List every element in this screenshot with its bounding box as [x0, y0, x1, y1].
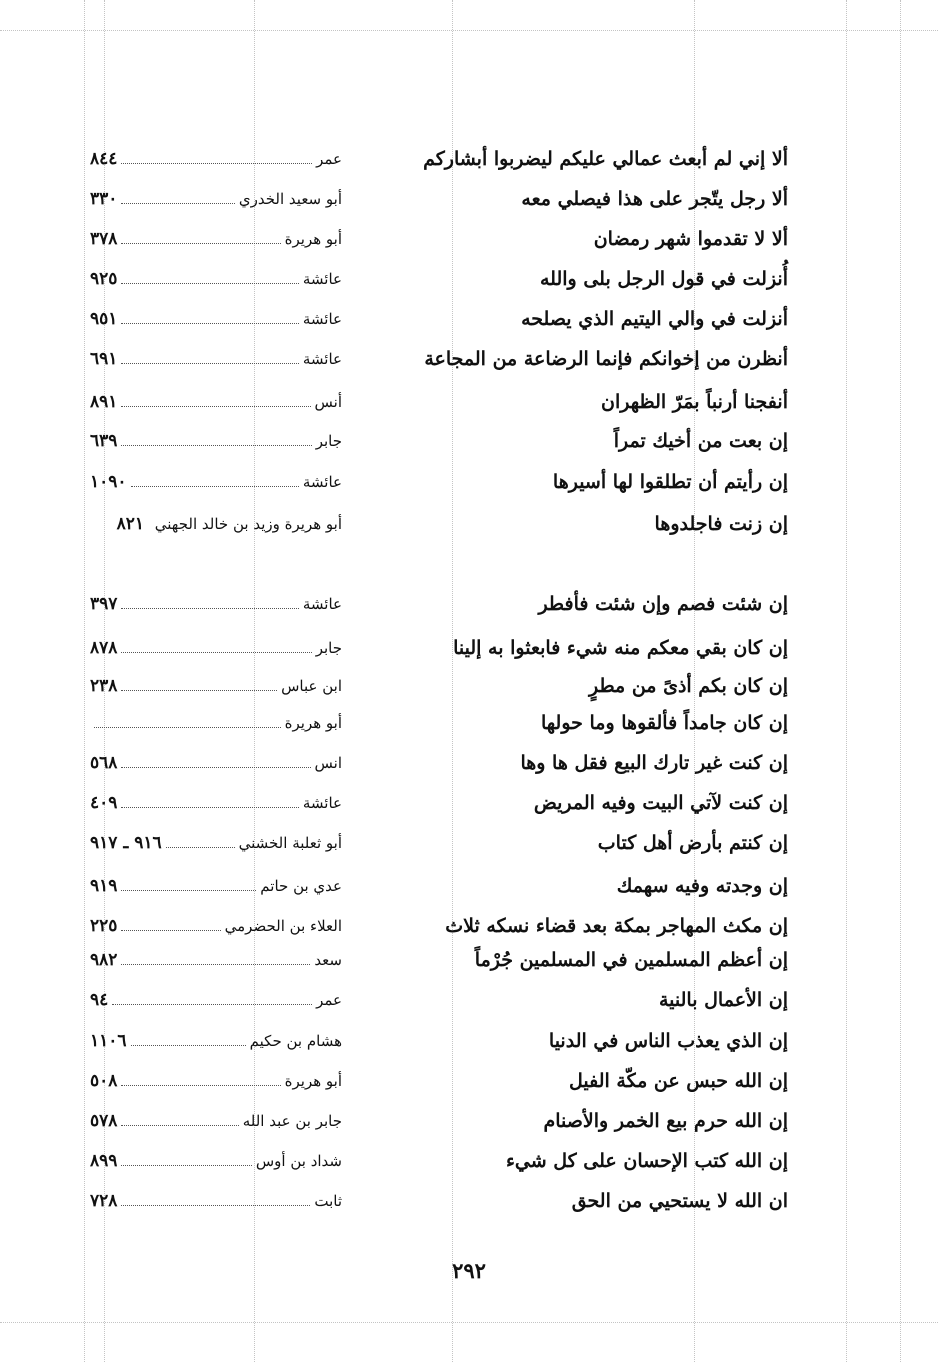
index-entry	[0, 221, 938, 257]
dot-leader	[166, 847, 235, 848]
index-entry	[0, 1143, 938, 1179]
index-entry	[0, 301, 938, 337]
narrator-ref	[90, 307, 342, 331]
narrator: عائشة	[302, 310, 342, 328]
narrator-ref	[90, 592, 342, 616]
page-ref: ٩٤	[90, 990, 109, 1010]
dot-leader	[121, 406, 310, 407]
dot-leader	[121, 323, 298, 324]
narrator-ref	[90, 390, 342, 414]
narrator: سعد	[314, 951, 342, 969]
dot-leader	[121, 1205, 310, 1206]
hadith-text: إن زنت فاجلدوها	[654, 513, 788, 535]
dot-leader	[121, 203, 234, 204]
index-entry	[0, 181, 938, 217]
hadith-text: إن كنتم بأرض أهل كتاب	[597, 832, 788, 854]
narrator-ref	[90, 1109, 342, 1133]
page-ref: ٣٩٧	[90, 594, 118, 614]
hadith-text: ألا رجل يتّجر على هذا فيصلي معه	[521, 188, 788, 210]
narrator-ref	[90, 791, 342, 815]
index-entry	[0, 668, 938, 704]
dot-leader	[131, 486, 299, 487]
index-entry	[0, 341, 938, 377]
narrator-ref	[90, 1029, 342, 1053]
narrator-ref	[90, 831, 342, 855]
dot-leader	[121, 930, 220, 931]
page-ref: ٩١٩	[90, 876, 118, 896]
narrator: عدي بن حاتم	[260, 877, 342, 895]
narrator: جابر	[315, 639, 342, 657]
index-entry	[0, 384, 938, 420]
narrator: أبو سعيد الخدري	[238, 190, 342, 208]
index-entry	[0, 705, 938, 741]
dot-leader	[121, 363, 298, 364]
hadith-text: إن رأيتم أن تطلقوا لها أسيرها	[552, 471, 788, 493]
dot-leader	[121, 690, 277, 691]
hadith-text: إن الله حرم بيع الخمر والأصنام	[543, 1110, 788, 1132]
page-ref: ٨٢١	[116, 514, 144, 534]
page-ref: ٦٣٩	[90, 431, 118, 451]
hadith-text: إن كان بقي معكم منه شيء فابعثوا به إلينا	[453, 637, 788, 659]
index-entry	[0, 942, 938, 978]
guide-line	[0, 1322, 938, 1323]
narrator: هشام بن حكيم	[249, 1032, 342, 1050]
page-ref: ٥٧٨	[90, 1111, 118, 1131]
hadith-text: إن مكث المهاجر بمكة بعد قضاء نسكه ثلاث	[445, 915, 788, 937]
narrator-ref	[90, 674, 342, 698]
dot-leader	[121, 807, 298, 808]
hadith-text: إن الأعمال بالنية	[658, 989, 788, 1011]
hadith-text: ان الله لا يستحيي من الحق	[571, 1190, 788, 1212]
dot-leader	[121, 283, 298, 284]
index-entry	[0, 630, 938, 666]
page-ref: ٣٧٨	[90, 229, 118, 249]
dot-leader	[121, 1165, 251, 1166]
dot-leader	[121, 445, 311, 446]
narrator: أبو ثعلبة الخشني	[238, 834, 342, 852]
page-ref: ٧٢٨	[90, 1191, 118, 1211]
narrator: العلاء بن الحضرمي	[224, 917, 342, 935]
index-entry	[0, 825, 938, 861]
hadith-text: ألا إني لم أبعث عمالي عليكم ليضربوا أبشاركم	[423, 148, 788, 170]
dot-leader	[121, 964, 310, 965]
narrator-ref	[90, 267, 342, 291]
narrator: ابن عباس	[281, 677, 342, 695]
index-entry	[0, 586, 938, 622]
hadith-text: إن كان بكم أذىً من مطرٍ	[588, 675, 788, 697]
narrator-ref	[90, 914, 342, 938]
narrator-ref	[90, 988, 342, 1012]
narrator: أبو هريرة	[284, 230, 342, 248]
narrator: شداد بن أوس	[255, 1152, 342, 1170]
hadith-text: إن وجدته وفيه سهمك	[616, 875, 788, 897]
index-entry	[0, 908, 938, 944]
hadith-text: إن الله حبس عن مكّة الفيل	[568, 1070, 788, 1092]
narrator: عمر	[316, 150, 342, 168]
narrator: جابر	[315, 432, 342, 450]
index-entry	[0, 1063, 938, 1099]
narrator: عمر	[316, 991, 342, 1009]
narrator: ثابت	[314, 1192, 342, 1210]
page-ref: ٨٩١	[90, 392, 118, 412]
page-ref: ٨٤٤	[90, 149, 118, 169]
dot-leader	[131, 1045, 246, 1046]
narrator-ref	[90, 1069, 342, 1093]
hadith-text: إن شئت فصم وإن شئت فأفطر	[538, 593, 788, 615]
narrator-ref	[90, 874, 342, 898]
page-ref: ٩١٦ ـ ٩١٧	[90, 833, 162, 853]
hadith-text: أُنزلت في قول الرجل بلى والله	[539, 268, 788, 290]
page-ref: ٨٩٩	[90, 1151, 118, 1171]
hadith-text: إن كنت لآتي البيت وفيه المريض	[533, 792, 788, 814]
index-entry	[0, 464, 938, 500]
page-number: ٢٩٢	[452, 1258, 486, 1283]
narrator-ref	[90, 1149, 342, 1173]
page-ref: ١٠٩٠	[90, 472, 127, 492]
page-ref: ٩٨٢	[90, 950, 118, 970]
narrator-ref	[90, 470, 342, 494]
index-entry	[0, 745, 938, 781]
narrator: عائشة	[302, 595, 342, 613]
index-entry	[0, 982, 938, 1018]
narrator: عائشة	[302, 794, 342, 812]
index-entry	[0, 785, 938, 821]
hadith-text: إن كنت غير تارك البيع فقل ها وها	[520, 752, 788, 774]
index-entry	[0, 141, 938, 177]
narrator: جابر بن عبد الله	[242, 1112, 342, 1130]
page-ref: ٣٣٠	[90, 189, 118, 209]
narrator: أبو هريرة	[284, 1072, 342, 1090]
narrator: انس	[314, 754, 342, 772]
dot-leader	[121, 608, 298, 609]
page-ref: ٤٠٩	[90, 793, 118, 813]
index-entry	[0, 261, 938, 297]
narrator-ref	[90, 751, 342, 775]
index-entry	[0, 1103, 938, 1139]
hadith-text: إن بعت من أخيك تمراً	[613, 430, 788, 452]
index-entry	[0, 423, 938, 459]
dot-leader	[121, 163, 312, 164]
page-ref: ٢٢٥	[90, 916, 118, 936]
dot-leader	[112, 1004, 312, 1005]
hadith-text: إن أعظم المسلمين في المسلمين جُرْماً	[474, 949, 788, 971]
index-entry	[0, 868, 938, 904]
hadith-text: ألا لا تقدموا شهر رمضان	[593, 228, 788, 250]
page-ref: ١١٠٦	[90, 1031, 127, 1051]
page-ref: ٥٠٨	[90, 1071, 118, 1091]
narrator-ref	[90, 429, 342, 453]
dot-leader	[121, 767, 310, 768]
narrator: أنس	[314, 393, 342, 411]
narrator-ref	[90, 636, 342, 660]
narrator-ref	[90, 948, 342, 972]
hadith-text: إن الذي يعذب الناس في الدنيا	[548, 1030, 788, 1052]
page-ref: ٩٢٥	[90, 269, 118, 289]
page-ref: ٢٣٨	[90, 676, 118, 696]
dot-leader	[94, 727, 281, 728]
dot-leader	[121, 652, 311, 653]
narrator: عائشة	[302, 350, 342, 368]
narrator-ref	[90, 711, 342, 735]
narrator-ref	[90, 512, 342, 536]
index-entry	[0, 1023, 938, 1059]
dot-leader	[121, 1085, 280, 1086]
narrator: أبو هريرة	[284, 714, 342, 732]
narrator: عائشة	[302, 473, 342, 491]
hadith-text: أنزلت في والي اليتيم الذي يصلحه	[521, 308, 788, 330]
index-entry	[0, 1183, 938, 1219]
page-ref: ٦٩١	[90, 349, 118, 369]
hadith-text: إن كان جامداً فألقوها وما حولها	[541, 712, 788, 734]
narrator-ref	[90, 227, 342, 251]
narrator-ref	[90, 1189, 342, 1213]
page-ref: ٩٥١	[90, 309, 118, 329]
narrator-ref	[90, 187, 342, 211]
dot-leader	[121, 1125, 238, 1126]
hadith-text: أنظرن من إخوانكم فإنما الرضاعة من المجاعة	[424, 348, 788, 370]
guide-line	[0, 30, 938, 31]
page-ref: ٨٧٨	[90, 638, 118, 658]
dot-leader	[121, 890, 256, 891]
hadith-text: أنفجنا أرنباً بمَرّ الظهران	[601, 391, 788, 413]
narrator: عائشة	[302, 270, 342, 288]
hadith-text: إن الله كتب الإحسان على كل شيء	[505, 1150, 788, 1172]
narrator-ref	[90, 147, 342, 171]
index-entry	[0, 506, 938, 542]
narrator: أبو هريرة وزيد بن خالد الجهني	[154, 515, 342, 533]
dot-leader	[121, 243, 280, 244]
page-ref: ٥٦٨	[90, 753, 118, 773]
narrator-ref	[90, 347, 342, 371]
